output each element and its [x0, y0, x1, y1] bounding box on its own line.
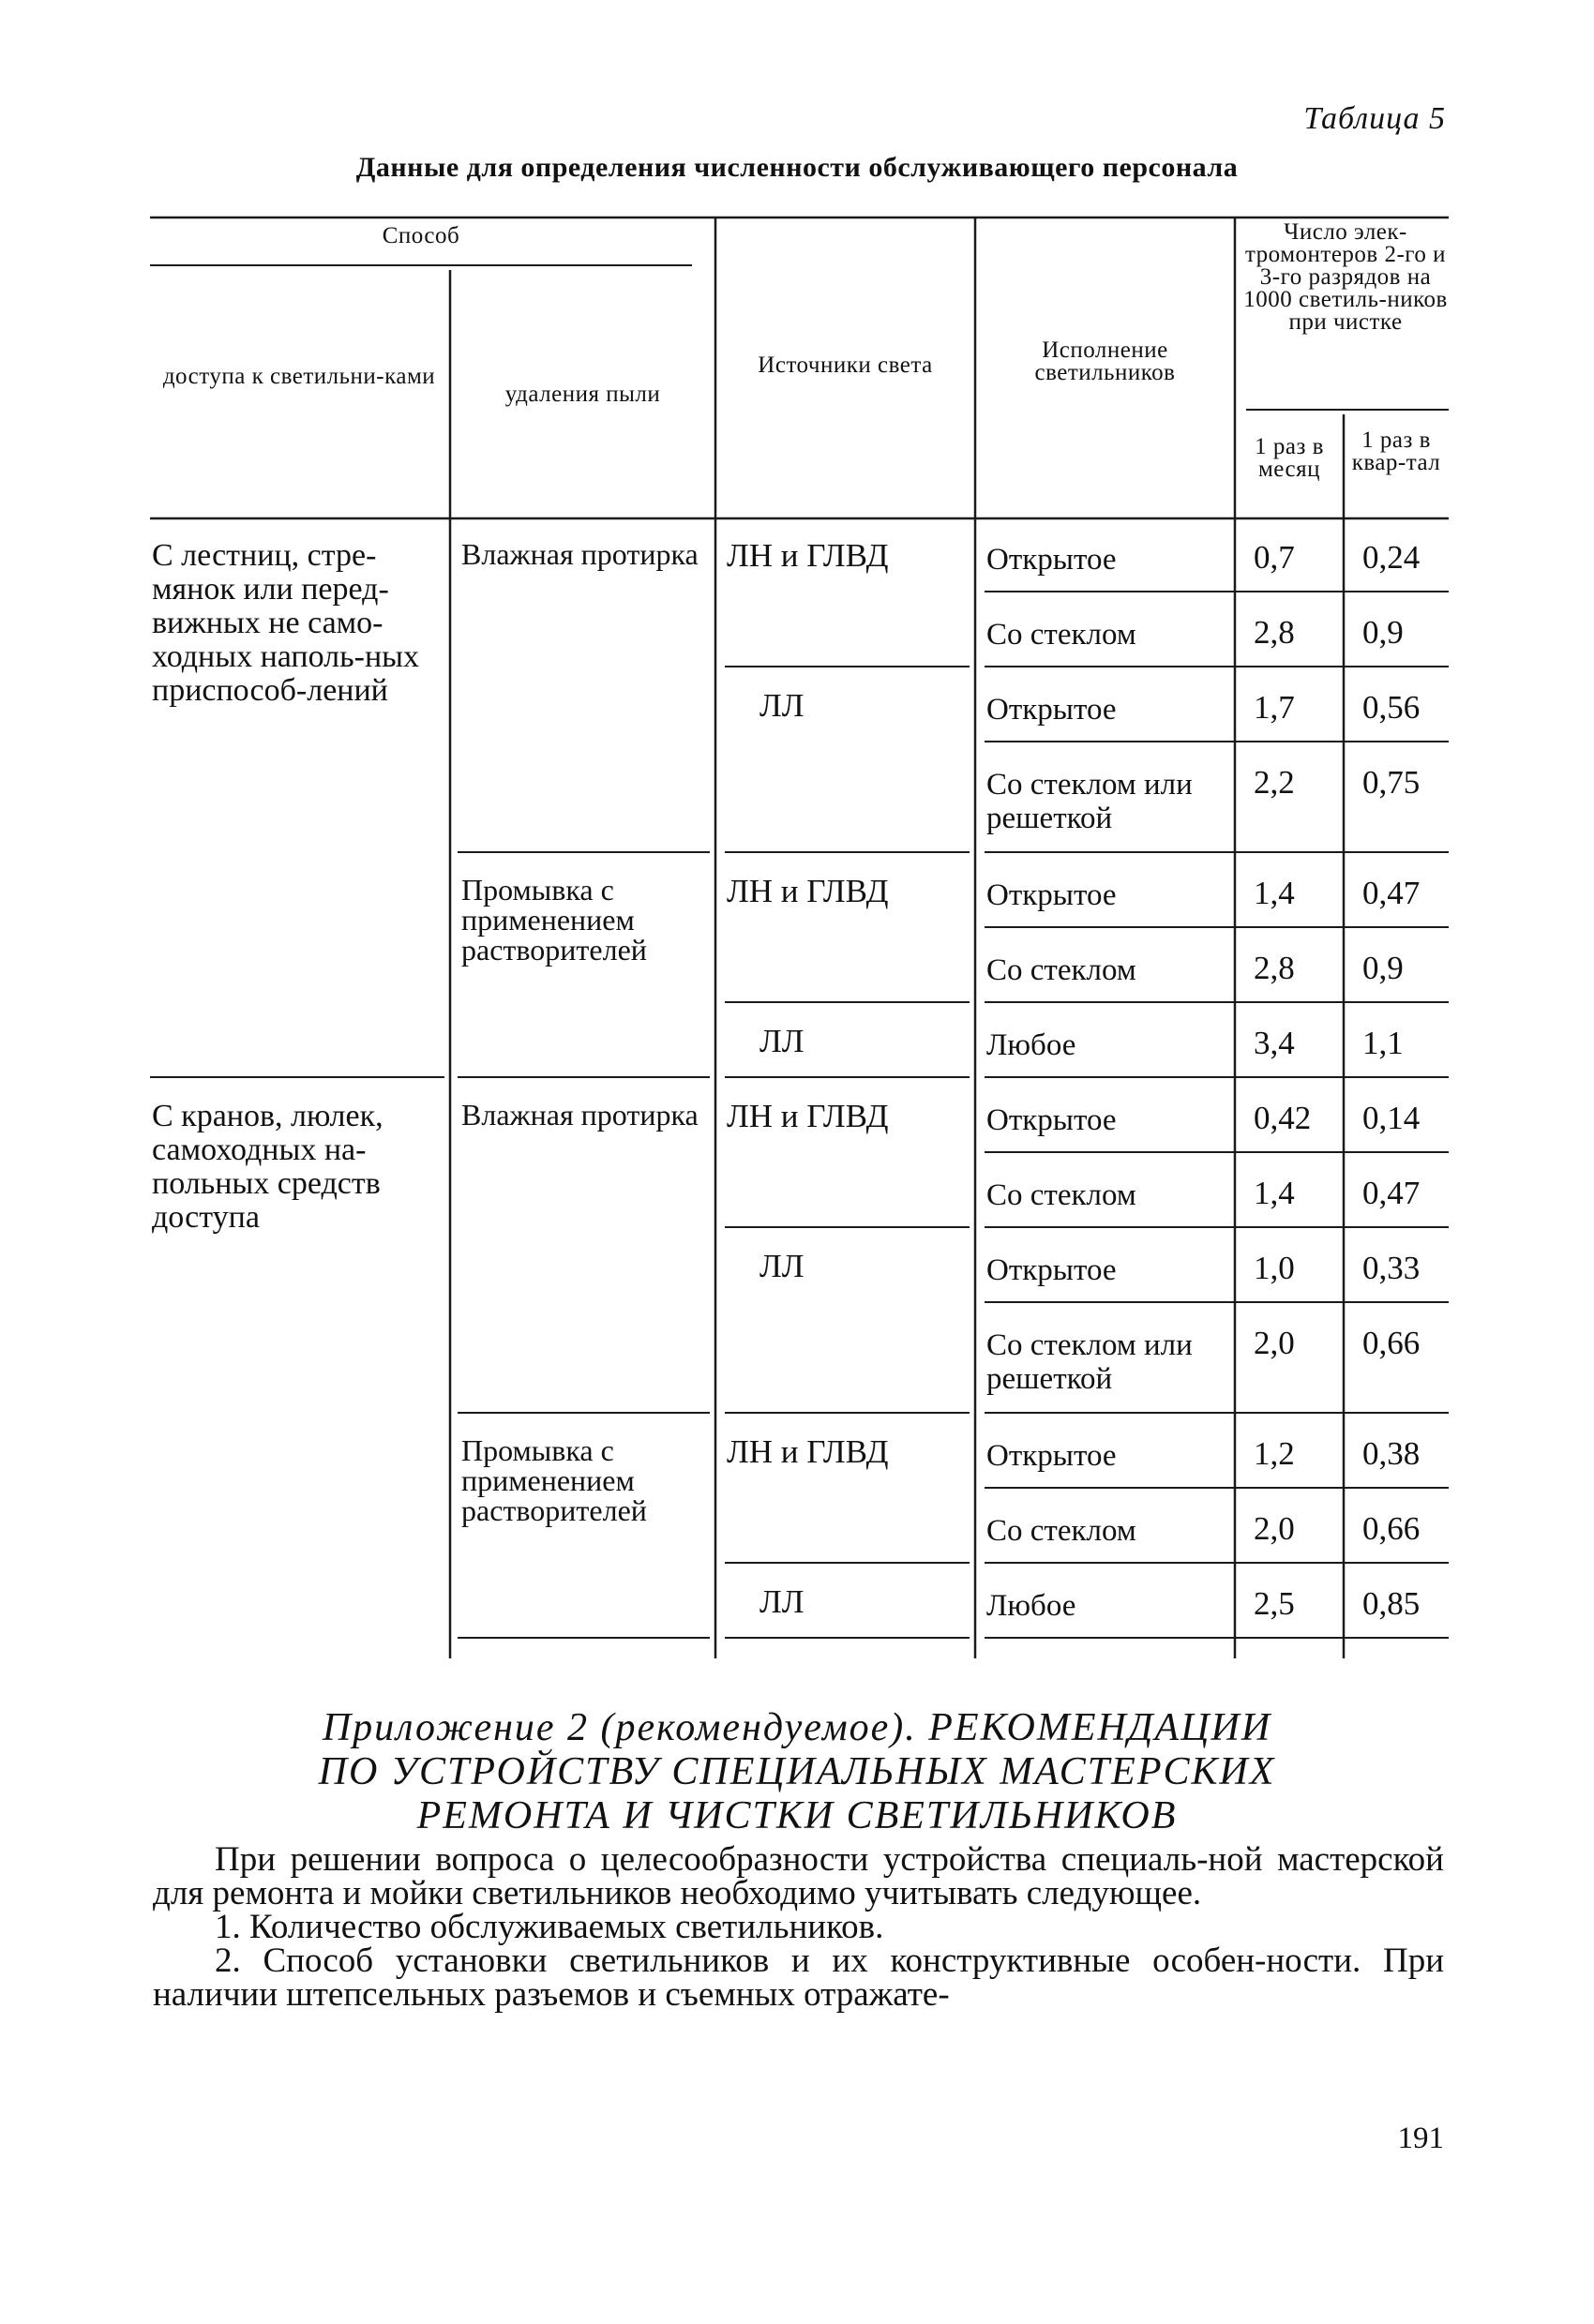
per-quarter-value: 0,14	[1362, 1100, 1421, 1136]
per-quarter-value: 0,66	[1362, 1325, 1421, 1361]
per-month-value: 2,8	[1254, 950, 1295, 986]
per-quarter-value: 0,47	[1362, 1175, 1421, 1211]
per-month-value: 3,4	[1254, 1025, 1295, 1061]
header-light-sources: Источники света	[758, 352, 933, 378]
light-source-cell: ЛН и ГЛВД	[727, 1433, 889, 1470]
execution-cell: Со стеклом	[986, 618, 1136, 652]
execution-cell: Со стеклом или решеткой	[986, 1328, 1193, 1396]
appendix-title	[0, 1706, 1594, 1838]
per-month-value: 0,7	[1254, 539, 1295, 576]
per-quarter-value: 0,85	[1362, 1585, 1421, 1622]
execution-cell: Любое	[986, 1589, 1076, 1623]
removal-method-cell: Промывка с применением растворителей	[461, 1433, 647, 1527]
header-per-month: 1 раз в месяц	[1255, 434, 1324, 482]
light-source-cell: ЛЛ	[759, 1023, 805, 1059]
light-source-cell: ЛН и ГЛВД	[727, 1098, 889, 1134]
execution-cell: Открытое	[986, 878, 1117, 912]
per-quarter-value: 1,1	[1362, 1025, 1404, 1061]
execution-cell: Открытое	[986, 1439, 1117, 1473]
body-text	[153, 1840, 1444, 2014]
execution-cell: Со стеклом	[986, 953, 1136, 987]
per-month-value: 1,2	[1254, 1435, 1295, 1472]
light-source-cell: ЛН и ГЛВД	[727, 873, 889, 909]
per-quarter-value: 0,24	[1362, 539, 1421, 576]
per-quarter-value: 0,9	[1362, 950, 1404, 986]
per-month-value: 2,0	[1254, 1325, 1295, 1361]
execution-cell: Со стеклом	[986, 1178, 1136, 1212]
per-month-value: 1,7	[1254, 689, 1295, 726]
per-month-value: 1,4	[1254, 1175, 1295, 1211]
header-electricians-count: Число элек-тромонтеров 2-го и 3-го разрядов на 1000 светиль-ников при чистке	[1243, 219, 1448, 335]
execution-cell: Со стеклом	[986, 1514, 1136, 1548]
access-method-cell: С лестниц, стре-мянок или перед-вижных не само-ходных наполь-ных приспособ-лений	[152, 538, 419, 708]
per-quarter-value: 0,56	[1362, 689, 1421, 726]
light-source-cell: ЛЛ	[759, 1583, 805, 1620]
per-quarter-value: 0,38	[1362, 1435, 1421, 1472]
per-month-value: 0,42	[1254, 1100, 1312, 1136]
execution-cell: Со стеклом или решеткой	[986, 768, 1193, 835]
header-method: Способ	[382, 223, 460, 248]
execution-cell: Открытое	[986, 693, 1117, 727]
header-per-quarter: 1 раз в квар-тал	[1351, 427, 1441, 475]
access-method-cell: С кранов, люлек, самоходных на-польных средств доступа	[152, 1099, 383, 1235]
execution-cell: Любое	[986, 1028, 1076, 1062]
per-month-value: 1,4	[1254, 875, 1295, 911]
removal-method-cell: Влажная протирка	[461, 1098, 699, 1132]
page-number: 191	[1397, 2122, 1444, 2155]
removal-method-cell: Влажная протирка	[461, 537, 699, 571]
per-quarter-value: 0,33	[1362, 1250, 1421, 1286]
per-month-value: 2,2	[1254, 764, 1295, 801]
table-label: Таблица 5	[1303, 101, 1446, 136]
per-quarter-value: 0,66	[1362, 1510, 1421, 1547]
appendix-title-line: РЕМОНТА И ЧИСТКИ СВЕТИЛЬНИКОВ	[416, 1794, 1178, 1837]
light-source-cell: ЛЛ	[759, 687, 805, 724]
light-source-cell: ЛН и ГЛВД	[727, 537, 889, 574]
header-execution: Исполнение светильников	[1034, 337, 1176, 385]
per-month-value: 2,0	[1254, 1510, 1295, 1547]
execution-cell: Открытое	[986, 1253, 1117, 1287]
per-month-value: 2,5	[1254, 1585, 1295, 1622]
per-quarter-value: 0,47	[1362, 875, 1421, 911]
appendix-title-line: ПО УСТРОЙСТВУ СПЕЦИАЛЬНЫХ МАСТЕРСКИХ	[318, 1750, 1276, 1793]
per-quarter-value: 0,9	[1362, 614, 1404, 651]
execution-cell: Открытое	[986, 543, 1117, 577]
light-source-cell: ЛЛ	[759, 1248, 805, 1284]
paragraph: 2. Способ установки светильников и их конструктивные особен-ности. При наличии штепсельных разъемов и съемных отражате-	[153, 1942, 1444, 2014]
table-title: Данные для определения численности обслуживающего персонала	[355, 152, 1239, 183]
execution-cell: Открытое	[986, 1103, 1117, 1137]
header-dust-removal: удаления пыли	[504, 382, 661, 407]
per-month-value: 2,8	[1254, 614, 1295, 651]
header-access: доступа к светильни-ками	[162, 364, 436, 389]
per-month-value: 1,0	[1254, 1250, 1295, 1286]
removal-method-cell: Промывка с применением растворителей	[461, 873, 647, 967]
paragraph: При решении вопроса о целесообразности устройства специаль-ной мастерской для ремонта и мойки светильников необходимо учитывать следующее.	[153, 1840, 1444, 1912]
appendix-title-line: Приложение 2 (рекомендуемое). РЕКОМЕНДАЦИИ	[322, 1706, 1272, 1749]
per-quarter-value: 0,75	[1362, 764, 1421, 801]
paragraph: 1. Количество обслуживаемых светильников.	[215, 1908, 884, 1946]
